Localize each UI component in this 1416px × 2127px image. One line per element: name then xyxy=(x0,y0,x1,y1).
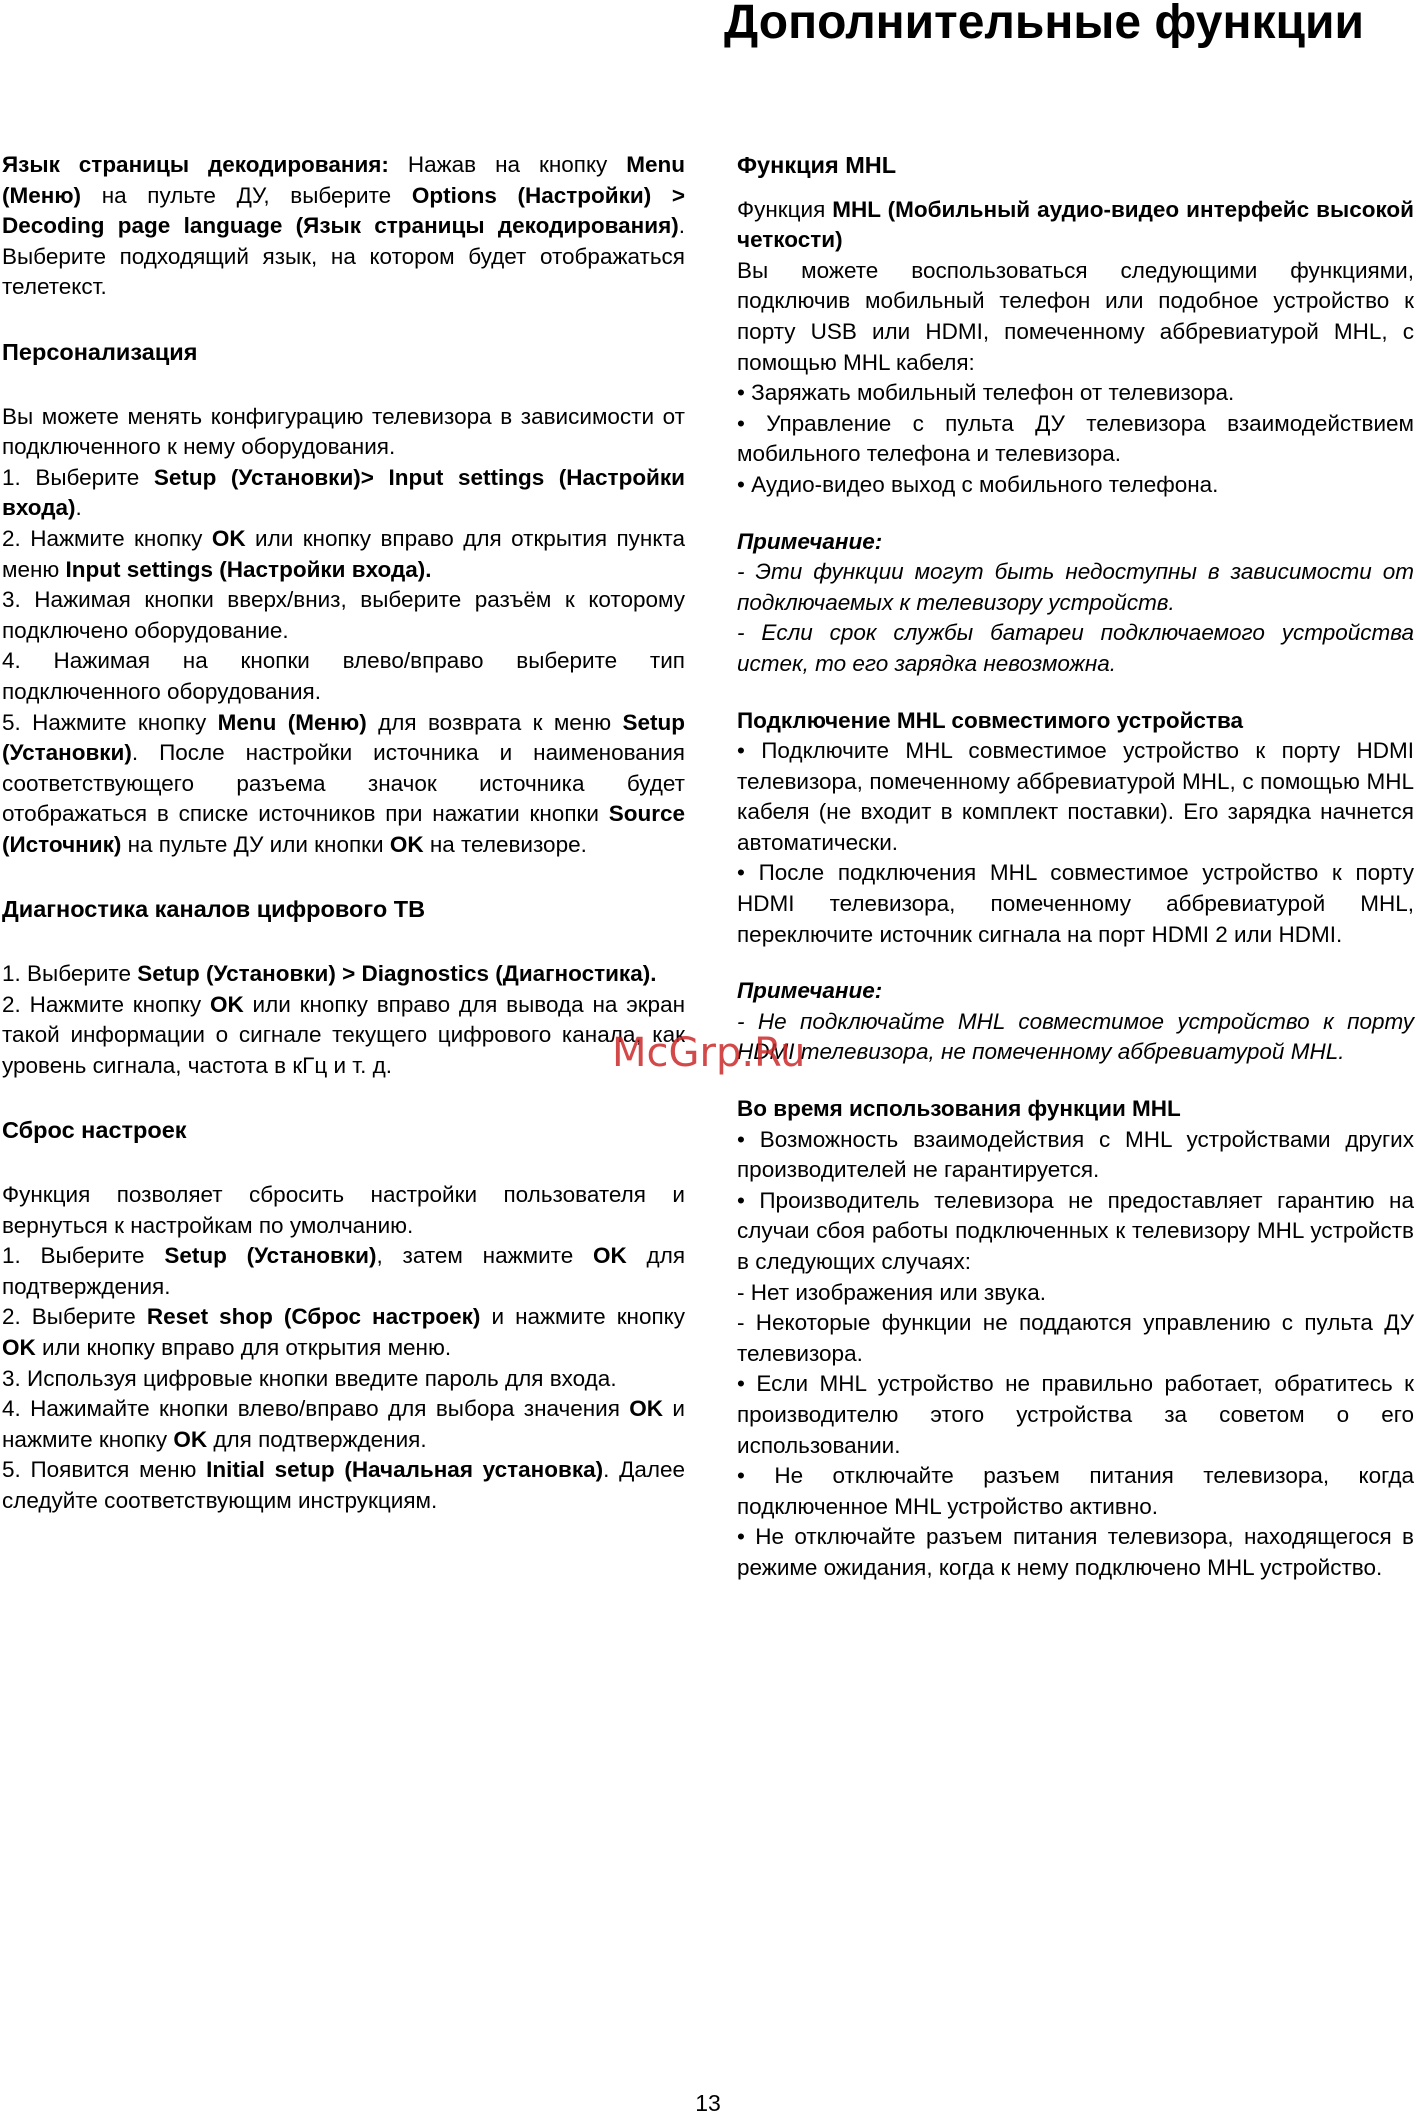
mhl-note-2: - Если срок службы батареи подключаемого устройства истек, то его зарядка невозможна. xyxy=(737,620,1414,676)
personalization-intro: Вы можете менять конфигурацию телевизора в зависимости от подключенного к нему оборудования. xyxy=(2,403,685,460)
mhl-intro: Вы можете воспользоваться следующими функциями, подключив мобильный телефон или подобное устройство к порту USB или HDMI, помеченному аббревиатурой MHL, с помощью MHL кабеля: xyxy=(737,257,1414,375)
diagnostics-step-2: 2. Нажмите кнопку OK или кнопку вправо для вывода на экран такой информации о сигнале текущего цифрового канала, как уровень сигнала, частота в кГц и т. д. xyxy=(2,991,686,1078)
mhl-note-1: - Эти функции могут быть недоступны в зависимости от подключаемых к телевизору устройств. xyxy=(737,559,1414,615)
usage-dash-2: - Некоторые функции не поддаются управлению с пульта ДУ телевизора. xyxy=(737,1310,1414,1366)
personalization-heading: Персонализация xyxy=(2,338,198,365)
reset-step-4: 4. Нажимайте кнопки влево/вправо для выбора значения OK и нажмите кнопку OK для подтверждения. xyxy=(2,1396,685,1452)
reset-step-3: 3. Используя цифровые кнопки введите пароль для входа. xyxy=(2,1365,617,1391)
usage-dash-1: - Нет изображения или звука. xyxy=(737,1279,1047,1305)
decoding-language-paragraph: Язык страницы декодирования: Нажав на кнопку Menu (Меню) на пульте ДУ, выберите Options (Настройки) > Decoding page language (Язык страницы декодирования). Выберите подходящий язык, на котором будет отображаться телетекст. xyxy=(2,152,686,300)
watermark: McGrp.Ru xyxy=(612,1030,806,1076)
usage-bullet-4: • Не отключайте разъем питания телевизора, когда подключенное MHL устройство активно. xyxy=(737,1463,1414,1519)
reset-heading: Сброс настроек xyxy=(2,1117,187,1144)
personalization-step-1: 1. Выберите Setup (Установки)> Input settings (Настройки входа). xyxy=(2,464,685,521)
mhl-note-label: Примечание: xyxy=(737,528,883,554)
connect-bullet-1: • Подключите MHL совместимое устройство к порту HDMI телевизора, помеченному аббревиатурой MHL, с помощью MHL кабеля (не входит в комплект поставки). Его зарядка начнется автоматически. xyxy=(737,738,1414,855)
reset-intro: Функция позволяет сбросить настройки пользователя и вернуться к настройкам по умолчанию. xyxy=(2,1182,685,1238)
reset-step-5: 5. Появится меню Initial setup (Начальная установка). Далее следуйте соответствующим инструкциям. xyxy=(2,1457,685,1513)
connect-note-label: Примечание: xyxy=(737,978,883,1004)
mhl-definition: Функция MHL (Мобильный аудио-видео интерфейс высокой четкости) xyxy=(737,196,1415,253)
right-column xyxy=(737,150,1414,1584)
mhl-bullet-1: • Заряжать мобильный телефон от телевизора. xyxy=(737,380,1235,406)
mhl-bullet-2: • Управление с пульта ДУ телевизора взаимодействием мобильного телефона и телевизора. xyxy=(737,410,1414,467)
usage-bullet-3: • Если MHL устройство не правильно работает, обратитесь к производителю этого устройства за советом о его использовании. xyxy=(737,1371,1414,1458)
reset-step-2: 2. Выберите Reset shop (Сброс настроек) и нажмите кнопку OK или кнопку вправо для открытия меню. xyxy=(2,1304,686,1360)
diagnostics-step-1: 1. Выберите Setup (Установки) > Diagnostics (Диагностика). xyxy=(2,961,657,987)
reset-step-1: 1. Выберите Setup (Установки), затем нажмите OK для подтверждения. xyxy=(2,1243,686,1299)
personalization-step-3: 3. Нажимая кнопки вверх/вниз, выберите разъём к которому подключено оборудование. xyxy=(2,587,685,643)
usage-bullet-2: • Производитель телевизора не предоставляет гарантию на случаи сбоя работы подключенных к телевизору MHL устройств в следующих случаях: xyxy=(737,1187,1414,1274)
connect-bullet-2: • После подключения MHL совместимое устройство к порту HDMI телевизора, помеченному аббревиатурой MHL, переключите источник сигнала на порт HDMI 2 или HDMI. xyxy=(737,860,1414,947)
page-number: 13 xyxy=(695,2090,721,2116)
left-column xyxy=(2,150,685,1517)
diagnostics-heading: Диагностика каналов цифрового ТВ xyxy=(2,896,426,923)
usage-bullet-1: • Возможность взаимодействия с MHL устройствами других производителей не гарантируется. xyxy=(737,1126,1414,1183)
personalization-step-5: 5. Нажмите кнопку Menu (Меню) для возврата к меню Setup (Установки). После настройки источника и наименования соответствующего разъема значок источника будет отображаться в списке источников при нажатии кнопки Source (Источник) на пульте ДУ или кнопки OK на телевизоре. xyxy=(2,709,686,857)
connect-note-1: - Не подключайте MHL совместимое устройство к порту HDMI телевизора, не помеченному аббревиатурой MHL. xyxy=(737,1008,1414,1065)
usage-bullet-5: • Не отключайте разъем питания телевизора, находящегося в режиме ожидания, когда к нему подключено MHL устройство. xyxy=(737,1524,1414,1580)
usage-heading: Во время использования функции MHL xyxy=(737,1096,1181,1122)
decoding-language-label: Язык страницы декодирования: xyxy=(2,152,389,177)
page-title: Дополнительные функции xyxy=(723,0,1364,49)
personalization-step-4: 4. Нажимая на кнопки влево/вправо выберите тип подключенного оборудования. xyxy=(2,648,685,704)
mhl-bullet-3: • Аудио-видео выход с мобильного телефона. xyxy=(737,471,1219,497)
mhl-heading: Функция MHL xyxy=(737,152,897,178)
personalization-step-2: 2. Нажмите кнопку OK или кнопку вправо для открытия пункта меню Input settings (Настройки входа). xyxy=(2,525,686,582)
connect-heading: Подключение MHL совместимого устройства xyxy=(737,707,1243,733)
